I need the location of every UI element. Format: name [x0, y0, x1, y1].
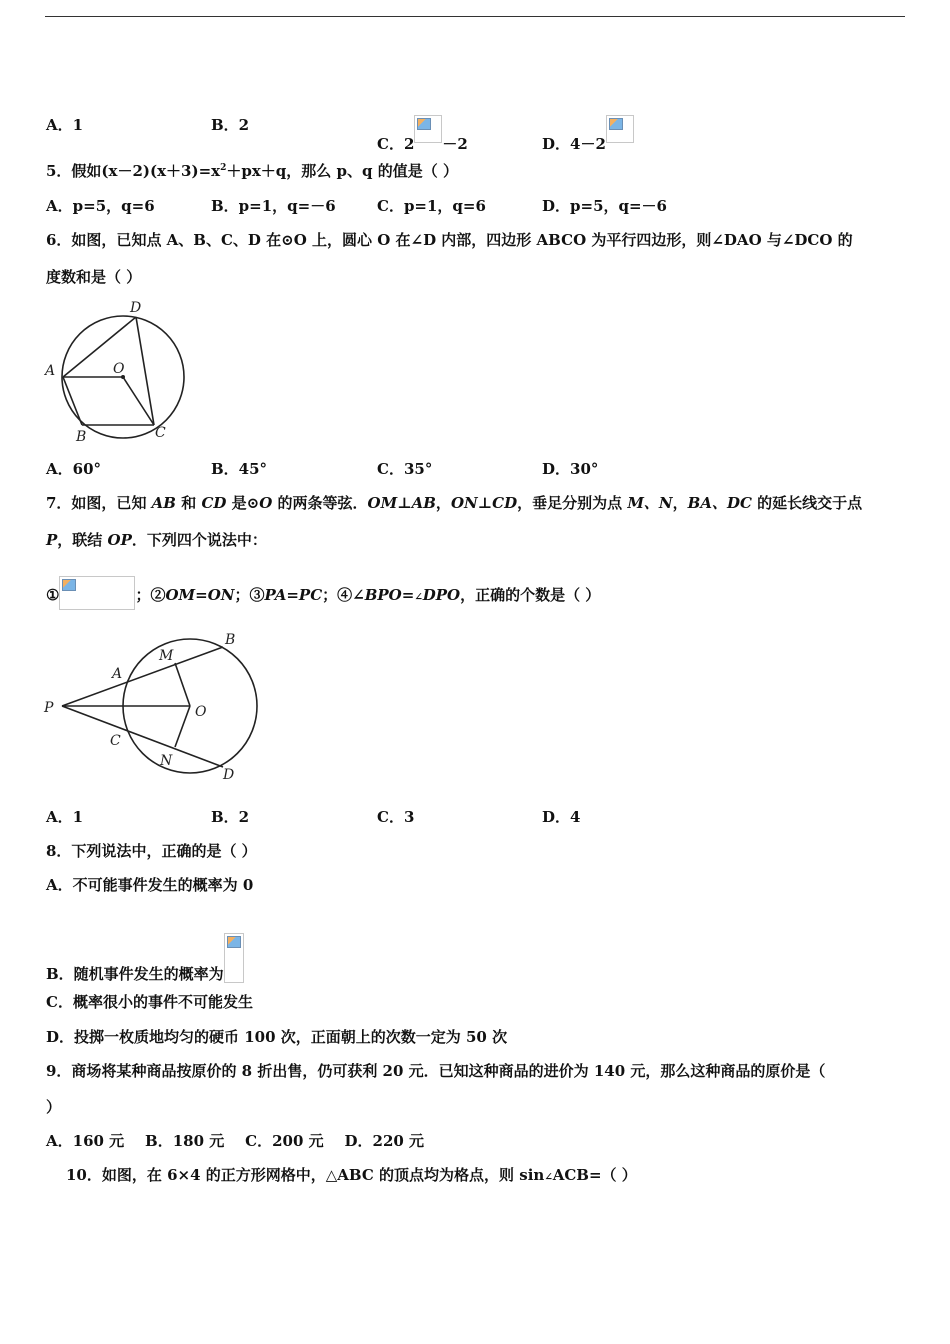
text: ， [435, 494, 451, 512]
text: OM=ON [165, 586, 235, 604]
question-9-stem-line2: ） [46, 1098, 62, 1116]
question-8-stem: 8．下列说法中，正确的是（ ） [46, 842, 257, 860]
q5-stem-post: ＋px＋q，那么 p、q 的值是（ ） [226, 162, 458, 180]
text: CD [201, 494, 227, 512]
text: 7．如图，已知 [46, 494, 152, 512]
question-7-stem-line2 [46, 530, 267, 550]
text: O [259, 494, 273, 512]
question-7-figure [40, 626, 270, 786]
fig6-label-c: C [155, 425, 166, 441]
text: BPO= [364, 586, 415, 604]
text: ，联结 [57, 531, 108, 549]
q5-option-d: D．p=5，q=－6 [542, 197, 667, 215]
fig6-label-d: D [130, 300, 142, 316]
fig7-label-o: O [195, 704, 207, 720]
text: ，正确的个数是（ ） [460, 586, 601, 604]
q5-option-a: A．p=5，q=6 [46, 197, 155, 215]
text: ⊥ [477, 494, 493, 512]
question-7-statements [46, 576, 600, 610]
text: OP [107, 531, 132, 549]
text: AB [151, 494, 176, 512]
option-b: B．2 [211, 116, 250, 134]
q5-option-c: C．p=1，q=6 [377, 197, 486, 215]
question-5-stem [46, 161, 458, 181]
q5-exponent: 2 [220, 163, 227, 173]
text: ① [46, 586, 60, 604]
option-d-prefix: D．4－2 [542, 135, 606, 153]
text: P [46, 531, 58, 549]
text: ACB=（ ） [552, 1166, 637, 1184]
fig7-label-n: N [160, 753, 173, 769]
broken-image-icon [59, 576, 135, 610]
option-c [377, 115, 468, 154]
text: ⊥ [397, 494, 412, 512]
q8-option-b [46, 933, 244, 984]
text: ；③ [234, 586, 265, 604]
text: ；② [135, 586, 166, 604]
question-6-figure [42, 295, 192, 445]
q7-option-c: C．3 [377, 808, 415, 826]
q8-option-b-text: B．随机事件发生的概率为 [46, 965, 224, 983]
question-10-stem [66, 1165, 637, 1188]
q7-option-d: D．4 [542, 808, 581, 826]
text: ∠ [544, 1172, 553, 1183]
fig6-label-o: O [113, 361, 125, 377]
text: ．下列四个说法中： [131, 531, 267, 549]
q8-option-d: D．投掷一枚质地均匀的硬币 100 次，正面朝上的次数一定为 50 次 [46, 1028, 508, 1046]
text: OM [367, 494, 398, 512]
text: ，垂足分别为点 [517, 494, 628, 512]
option-d [542, 115, 634, 154]
q7-option-b: B．2 [211, 808, 250, 826]
text: PA=PC [264, 586, 323, 604]
fig7-label-b: B [225, 632, 236, 648]
fig7-label-a: A [112, 666, 123, 682]
text: ；④∠ [322, 586, 365, 604]
q6-option-b: B．45° [211, 460, 268, 478]
text: ， [672, 494, 688, 512]
q6-option-a: A．60° [46, 460, 102, 478]
broken-image-icon [606, 115, 634, 143]
fig7-label-c: C [110, 733, 121, 749]
text: ON [450, 494, 478, 512]
broken-image-icon [414, 115, 442, 143]
question-6-stem-line2: 度数和是（ ） [46, 268, 142, 286]
fig7-label-d: D [223, 767, 235, 783]
fig7-label-p: P [44, 700, 54, 716]
text: BA、DC [687, 494, 752, 512]
option-c-prefix: C．2 [377, 135, 415, 153]
text: AB [411, 494, 436, 512]
text: 的延长线交于点 [751, 494, 863, 512]
q9-options: A．160 元 B．180 元 C．200 元 D．220 元 [46, 1132, 425, 1150]
broken-image-icon [224, 933, 244, 983]
q5-stem-pre: 5．假如(x－2)(x＋3)=x [46, 162, 221, 180]
text: DPO [422, 586, 461, 604]
option-a: A．1 [46, 116, 84, 134]
text: 的两条等弦． [272, 494, 368, 512]
q6-option-d: D．30° [542, 460, 599, 478]
q8-option-c: C．概率很小的事件不可能发生 [46, 993, 253, 1011]
q5-option-b: B．p=1，q=－6 [211, 197, 336, 215]
question-9-stem-line1: 9．商场将某种商品按原价的 8 折出售，仍可获利 20 元．已知这种商品的进价为 140 元，那么这种商品的原价是（ [46, 1062, 826, 1080]
text: 是⊙ [226, 494, 260, 512]
top-rule [45, 16, 905, 17]
question-7-stem-line1 [46, 493, 862, 513]
text: 和 [176, 494, 202, 512]
q6-option-c: C．35° [377, 460, 433, 478]
text: 10．如图，在 6×4 的正方形网格中，△ABC 的顶点均为格点，则 sin [66, 1166, 545, 1184]
text: M、N [627, 494, 673, 512]
q8-option-a: A．不可能事件发生的概率为 0 [46, 876, 254, 894]
q7-option-a: A．1 [46, 808, 84, 826]
fig7-label-m: M [159, 648, 174, 664]
text: ∠ [414, 592, 423, 603]
fig6-label-a: A [45, 363, 56, 379]
option-c-suffix: －2 [442, 135, 468, 153]
question-6-stem-line1: 6．如图，已知点 A、B、C、D 在⊙O 上，圆心 O 在∠D 内部，四边形 ABCO 为平行四边形，则∠DAO 与∠DCO 的 [46, 231, 853, 249]
fig6-label-b: B [76, 429, 87, 445]
text: CD [492, 494, 518, 512]
